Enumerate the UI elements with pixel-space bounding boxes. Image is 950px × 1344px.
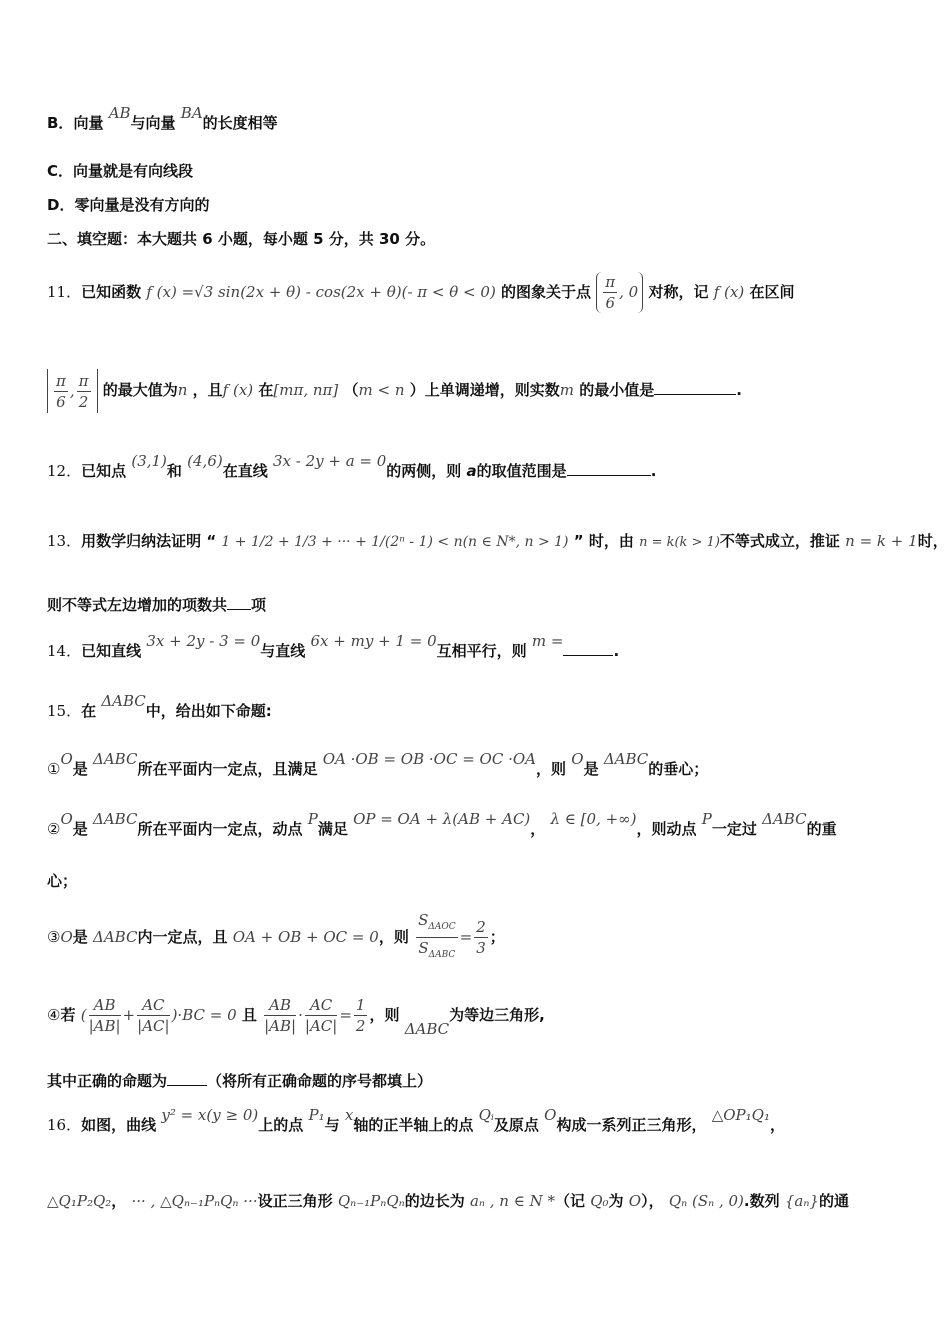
answer-blank[interactable]	[167, 1071, 207, 1086]
unit-ab	[89, 995, 121, 1036]
triangle-label: ΔABC	[101, 692, 146, 710]
q-text: 为等边三角形,	[449, 1006, 545, 1024]
var-a: a	[466, 462, 477, 480]
q-text: .	[613, 642, 620, 660]
option-text: 向量就是有向线段	[73, 162, 194, 180]
label: λ ∈ [0, +∞)	[550, 810, 637, 828]
abs: AC	[309, 1017, 333, 1035]
q-text: 的最大值为	[102, 381, 178, 399]
s: S	[418, 939, 429, 957]
q-text: 所在平面内一定点，动点	[137, 820, 303, 838]
q-text: 的通	[818, 1192, 849, 1210]
q-text: 上的点	[258, 1116, 304, 1134]
q-text: .	[736, 381, 742, 399]
proposition-2-cont	[47, 870, 910, 892]
q-text: 构成一系列正三角形，	[556, 1116, 707, 1134]
question-11	[47, 272, 910, 313]
triangle	[604, 750, 648, 768]
proposition-1	[47, 750, 910, 780]
condition: m < n	[358, 381, 405, 399]
denominator: |AC|	[304, 1017, 338, 1035]
point-1	[131, 452, 167, 470]
fraction	[77, 371, 91, 412]
label: O	[60, 810, 73, 828]
triangle	[762, 810, 806, 828]
label: ΔABC	[93, 750, 138, 768]
circled-number: ①	[47, 760, 61, 778]
lambda-range	[551, 810, 637, 828]
question-number: 16．	[47, 1116, 82, 1134]
q-text: 已知直线	[81, 642, 142, 660]
sub: ΔABC	[428, 950, 456, 960]
label: Qᵢ	[478, 1106, 494, 1124]
triangle	[93, 750, 137, 768]
q-text: 其中正确的命题为	[47, 1072, 168, 1090]
triangle: ΔABC	[404, 1020, 450, 1038]
point-2	[187, 452, 223, 470]
q-text: 心；	[47, 872, 78, 890]
fx: f (x)	[222, 381, 254, 399]
denominator: |AB|	[88, 1017, 121, 1035]
label: OA ·OB = OB ·OC = OC ·OA	[322, 750, 536, 768]
math-ab	[109, 104, 131, 122]
answer-blank[interactable]	[567, 461, 651, 476]
triangle	[93, 810, 137, 828]
q-text: 的两侧，则	[386, 462, 462, 480]
math-ba	[181, 104, 203, 122]
denominator: 6	[56, 392, 66, 411]
option-c	[47, 160, 910, 182]
question-13-cont	[47, 594, 910, 616]
q-text: 是	[72, 820, 88, 838]
interval: $\frac{\pi}{6}$ , $\frac{\pi}{2}$	[47, 369, 98, 413]
q-text: 用数学归纳法证明 “	[81, 532, 217, 550]
numerator: 1	[355, 996, 366, 1014]
q-text: 在区间	[749, 283, 795, 301]
point-o	[60, 750, 72, 768]
fx: f (x)	[713, 283, 745, 301]
sequence: {aₙ}	[784, 1192, 819, 1210]
question-number: 14．	[47, 642, 82, 660]
denominator: |AC|	[137, 1017, 170, 1035]
question-15	[47, 692, 910, 722]
triangle	[101, 692, 145, 710]
option-text: 向量	[73, 114, 104, 132]
q-text: 是	[72, 760, 88, 778]
q-text: 则不等式左边增加的项数共	[47, 596, 228, 614]
label: O	[544, 1106, 557, 1124]
curve	[161, 1106, 258, 1124]
proposition-4: ④若 ( $\frac{AB}{|AB|}$ + $\frac{AC}{|AC|}$ )·BC = 0 且 $\frac{AB}{|AB|}$ · $\frac{AC}{|AC|}$ = $\frac{1}{2}$ ，则 ΔABC为等边三角形,	[47, 996, 545, 1038]
q-text: 如图，曲线	[81, 1116, 157, 1134]
inequality: 1 + 1/2 + 1/3 + ··· + 1/(2ⁿ - 1) < n(n ∈ N*, n > 1)	[221, 534, 569, 550]
denominator	[416, 938, 458, 965]
option-label: D．	[47, 196, 75, 214]
triangle	[712, 1106, 770, 1124]
q-text: ” 时，由	[573, 532, 634, 550]
circled-number: ②	[47, 820, 61, 838]
question-11-cont	[47, 368, 910, 413]
var-m	[532, 632, 564, 650]
numerator: π	[56, 371, 66, 390]
unit-ac	[137, 995, 169, 1036]
q-text: 与	[324, 1116, 340, 1134]
range: [mπ, nπ]	[273, 381, 339, 399]
circled-number: ④	[47, 1006, 61, 1024]
vector-ba: BA	[180, 104, 203, 122]
question-number: 11．	[47, 283, 82, 301]
triangle: △Q₁P₂Q₂	[47, 1192, 112, 1210]
q-text: 在	[258, 381, 274, 399]
condition: n = k(k > 1)	[639, 535, 720, 550]
q-text: 所在平面内一定点，且满足	[137, 760, 318, 778]
label: ΔABC	[603, 750, 649, 768]
proposition-2	[47, 810, 910, 840]
question-15-tail	[47, 1070, 910, 1092]
numerator: AB	[89, 995, 121, 1016]
q-text: ，且	[192, 381, 223, 399]
label: O	[60, 750, 73, 768]
q-text: 的重	[806, 820, 837, 838]
point-q0: Q₀	[590, 1192, 609, 1210]
var-x	[345, 1106, 353, 1124]
option-label: C．	[47, 162, 74, 180]
abs: AC	[142, 1017, 165, 1035]
triangle: Qₙ₋₁PₙQₙ	[337, 1192, 405, 1210]
q-text: .数列	[743, 1192, 780, 1210]
abs: AB	[93, 1017, 116, 1035]
label: △OP₁Q₁	[711, 1106, 770, 1124]
unit-ab	[264, 995, 296, 1036]
s: S	[418, 911, 429, 929]
var-m: m	[559, 381, 574, 399]
numerator: AC	[305, 995, 337, 1016]
question-13	[47, 530, 948, 554]
numerator: 2	[476, 918, 486, 936]
numerator: AC	[137, 995, 169, 1016]
var-n: n	[177, 381, 188, 399]
numerator: AB	[264, 995, 296, 1016]
option-text: 与向量	[130, 114, 176, 132]
point-o: O	[60, 928, 73, 946]
q-text: ，则动点	[636, 820, 697, 838]
q-text: 的取值范围是	[476, 462, 567, 480]
point-o	[544, 1106, 556, 1124]
q-text: 互相平行，则	[436, 642, 527, 660]
q-text: 若	[60, 1006, 76, 1024]
coords: (3,1)	[131, 452, 167, 470]
q-text: 设正三角形	[257, 1192, 333, 1210]
answer-blank[interactable]	[227, 595, 251, 610]
section-title: 二、填空题：本大题共 6 小题，每小题 5 分，共 30 分。	[47, 230, 436, 248]
fraction	[603, 272, 617, 313]
condition: n = k + 1	[845, 532, 918, 550]
equation: 3x + 2y - 3 = 0	[146, 632, 261, 650]
numerator	[416, 910, 458, 938]
point-p	[308, 810, 318, 828]
option-label: B．	[47, 114, 74, 132]
q-text: 与直线	[260, 642, 306, 660]
dot-bc: ·BC = 0	[177, 1006, 237, 1024]
q-text: 中，给出如下命题:	[145, 702, 272, 720]
label: O	[571, 750, 584, 768]
function-expression: f (x) =√3 sin(2x + θ) - cos(2x + θ)(- π < θ < 0)	[146, 283, 496, 301]
q-text: .	[650, 462, 657, 480]
denominator: 3	[476, 939, 486, 957]
section-heading	[47, 228, 910, 250]
label: ΔABC	[762, 810, 807, 828]
label: ΔABC	[93, 810, 138, 828]
point-coords	[596, 272, 643, 313]
q-text: 的垂心；	[648, 760, 709, 778]
line-1	[146, 632, 260, 650]
denominator: 2	[355, 1017, 366, 1035]
q-text: 在直线	[222, 462, 268, 480]
question-number: 15．	[47, 702, 82, 720]
vector-equation	[353, 810, 530, 828]
line-2	[311, 632, 437, 650]
q-text: 的图象关于点	[501, 283, 592, 301]
numerator: π	[78, 371, 89, 390]
fraction	[54, 371, 68, 412]
q-text: 项	[251, 596, 267, 614]
question-16-cont	[47, 1190, 910, 1212]
line-eq	[273, 452, 386, 470]
proposition-3: ③O是 ΔABC内一定点，且 OA + OB + OC = 0，则 $\frac{S_{\Delta AOC}}{S_{\Delta ABC}}$ = $\frac{2}{3}$ ；	[47, 910, 910, 965]
m-eq: m =	[531, 632, 564, 650]
q-text: ，则	[378, 928, 409, 946]
q-text: 在	[81, 702, 97, 720]
q-text: 的边长为	[404, 1192, 465, 1210]
q-text: 轴的正半轴上的点	[353, 1116, 474, 1134]
side-length: aₙ , n ∈ N *	[469, 1192, 555, 1210]
q-text: ），	[641, 1192, 664, 1210]
point-o	[60, 810, 72, 828]
q-text: 为	[608, 1192, 624, 1210]
answer-blank[interactable]	[563, 641, 613, 656]
point-qn: Qₙ (Sₙ , 0)	[668, 1192, 744, 1210]
q-text: 对称，记	[648, 283, 709, 301]
q-text: ，	[769, 1116, 785, 1134]
q-text: 时，	[917, 532, 948, 550]
triangle-series: ··· , △Qₙ₋₁PₙQₙ ···	[131, 1192, 258, 1210]
q-text: （	[343, 381, 359, 399]
label: P	[701, 810, 712, 828]
q-text: 的最小值是	[579, 381, 655, 399]
q-text: ）上单调递增，则实数	[409, 381, 560, 399]
q-text: ，	[530, 820, 546, 838]
q-text: 且	[241, 1006, 257, 1024]
q-text: 是	[583, 760, 599, 778]
q-text: （记	[554, 1192, 585, 1210]
numerator: π	[605, 273, 616, 291]
label: x	[344, 1106, 354, 1124]
dot-equation	[323, 750, 536, 768]
point-p	[702, 810, 712, 828]
q-text: （将所有正确命题的序号都填上）	[207, 1072, 433, 1090]
area-ratio	[416, 910, 458, 965]
question-number: 12．	[47, 462, 82, 480]
vector-sum: OA + OB + OC = 0	[232, 928, 379, 946]
q-text: 满足	[317, 820, 348, 838]
option-text: 零向量是没有方向的	[74, 196, 210, 214]
option-b	[47, 104, 910, 134]
sub: ΔAOC	[428, 922, 456, 932]
answer-blank[interactable]	[654, 380, 736, 395]
equation: y² = x(y ≥ 0)	[161, 1106, 259, 1124]
point-tail: , 0	[619, 283, 639, 301]
q-text: ，	[111, 1192, 127, 1210]
question-16	[47, 1106, 910, 1136]
triangle: ΔABC	[93, 928, 138, 946]
point-o: O	[628, 1192, 642, 1210]
q-text: 已知函数	[81, 283, 142, 301]
unit-ac	[305, 995, 337, 1036]
denominator: |AB|	[264, 1017, 297, 1035]
equation: 6x + my + 1 = 0	[310, 632, 437, 650]
value-fraction	[474, 917, 488, 958]
circled-number: ③	[47, 928, 61, 946]
label: P	[307, 810, 318, 828]
half	[354, 995, 368, 1036]
q-text: 一定过	[711, 820, 757, 838]
q-text: ，则	[369, 1006, 400, 1024]
label: OP = OA + λ(AB + AC)	[353, 810, 531, 828]
denominator: 2	[78, 392, 89, 411]
denominator: 6	[605, 294, 615, 312]
q-text: 已知点	[81, 462, 127, 480]
q-text: 不等式成立，推证	[719, 532, 840, 550]
q-text: ；	[489, 928, 505, 946]
option-d	[47, 194, 910, 216]
q-text: 是	[72, 928, 88, 946]
question-12	[47, 452, 910, 482]
vector-ab: AB	[108, 104, 131, 122]
q-text: ，则	[536, 760, 567, 778]
equation: 3x - 2y + a = 0	[272, 452, 387, 470]
q-text: 及原点	[493, 1116, 539, 1134]
coords: (4,6)	[187, 452, 223, 470]
question-14	[47, 632, 910, 662]
point-o	[571, 750, 583, 768]
label: P₁	[308, 1106, 325, 1124]
point-p1	[308, 1106, 324, 1124]
question-number: 13．	[47, 532, 82, 550]
option-text: 的长度相等	[202, 114, 278, 132]
q-text: 和	[166, 462, 182, 480]
point-qi	[479, 1106, 494, 1124]
abs: AB	[269, 1017, 292, 1035]
q-text: 内一定点，且	[137, 928, 228, 946]
